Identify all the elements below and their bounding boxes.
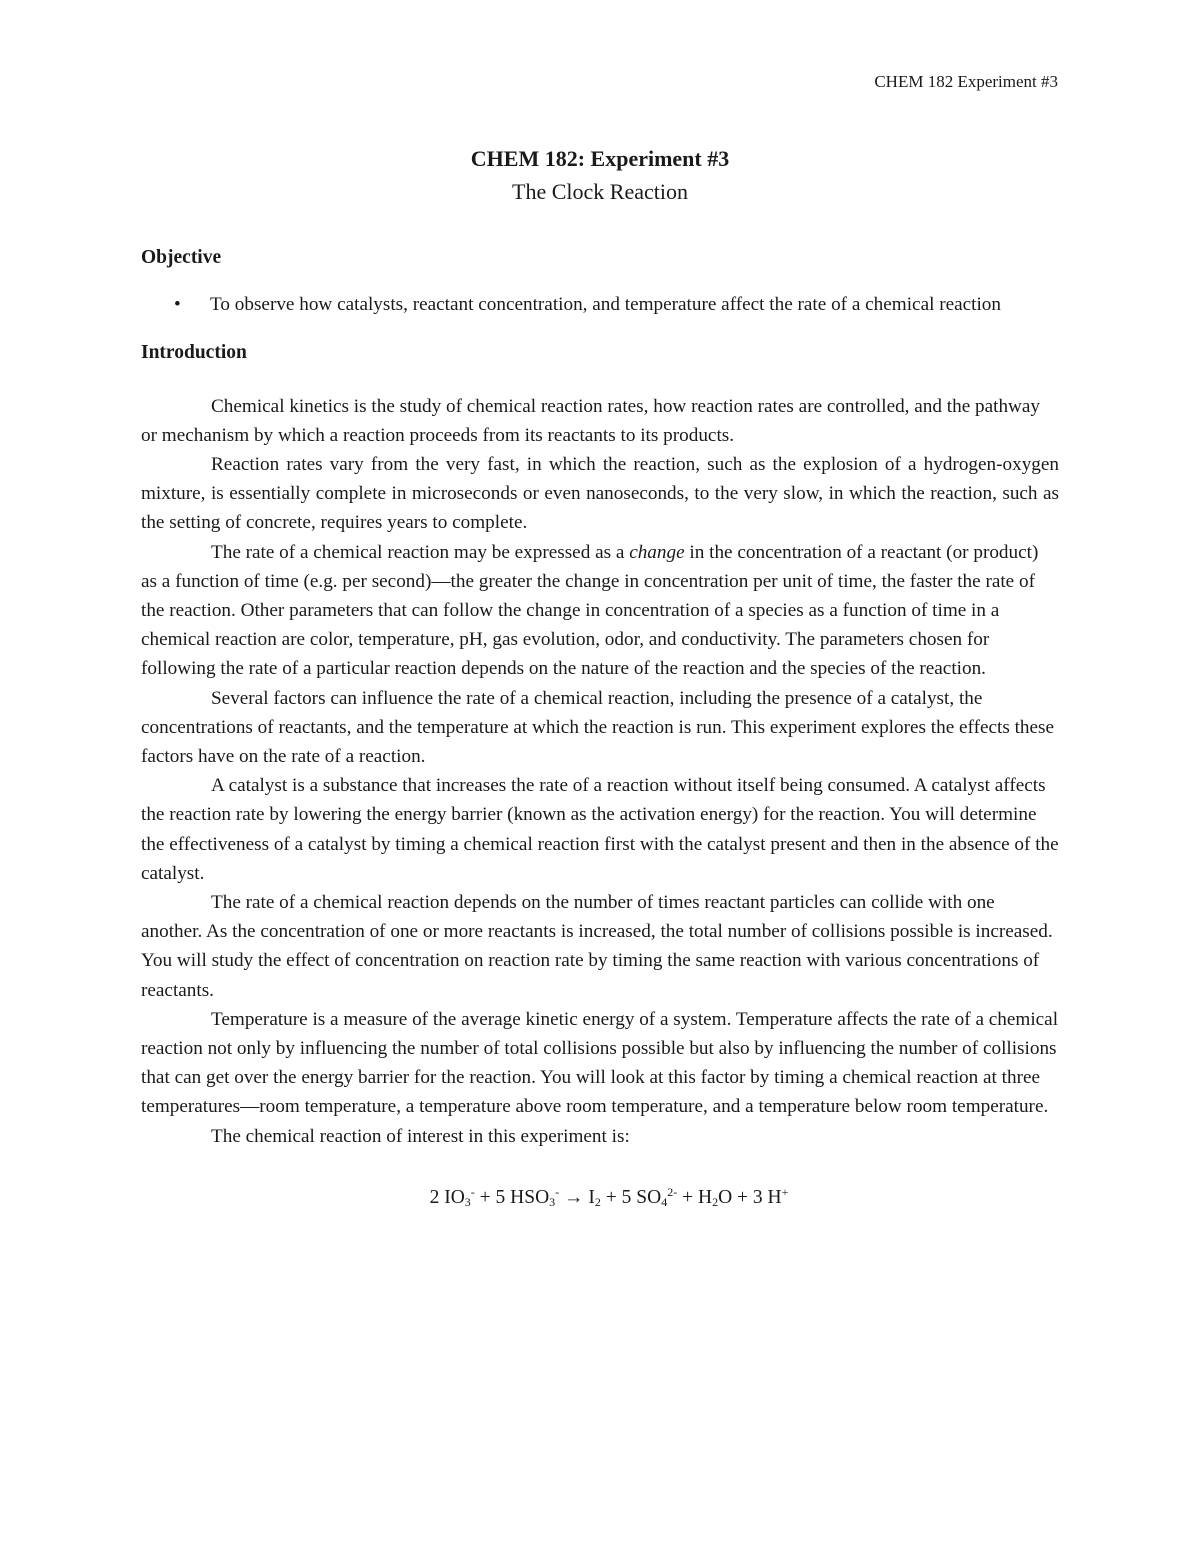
- equation-term: + 5 SO: [600, 1186, 662, 1208]
- equation-term: O + 3 H: [718, 1186, 782, 1208]
- equation-term: → I: [559, 1186, 595, 1208]
- objective-list: [141, 291, 1059, 320]
- intro-paragraph-rate-expression: [141, 538, 1059, 684]
- running-header: CHEM 182 Experiment #3: [874, 72, 1058, 91]
- equation-subscript: 4: [661, 1194, 668, 1209]
- document-body: [141, 243, 1059, 1217]
- equation-subscript: 2: [712, 1194, 719, 1209]
- intro-paragraph-catalyst: A catalyst is a substance that increases the rate of a reaction without itself being consumed. A catalyst affects the reaction rate by lowering the energy barrier (known as the activation energy) for the reaction. You will determine the effectiveness of a catalyst by timing a chemical reaction first with the catalyst present and then in the absence of the catalyst.: [141, 775, 1059, 884]
- document-subtitle: The Clock Reaction: [512, 179, 688, 204]
- equation-superscript: -: [555, 1184, 560, 1199]
- equation-subscript: 3: [549, 1194, 556, 1209]
- objective-heading: Objective: [141, 247, 222, 268]
- equation-term: + 5 HSO: [474, 1186, 550, 1208]
- intro-paragraph-reaction: The chemical reaction of interest in this experiment is:: [211, 1125, 630, 1147]
- intro-paragraph-temperature: Temperature is a measure of the average kinetic energy of a system. Temperature affects the rate of a chemical reaction not only by influencing the number of total collisions possible but also by influencing the number of collisions that can get over the energy barrier for the reaction. You will look at this factor by timing a chemical reaction at three temperatures—room temperature, a temperature above room temperature, and a temperature below room temperature.: [141, 1008, 1059, 1118]
- introduction-heading: Introduction: [141, 341, 247, 363]
- equation-superscript: -: [470, 1184, 475, 1199]
- intro-paragraph-kinetics: Chemical kinetics is the study of chemical reaction rates, how reaction rates are controlled, and the pathway or mechanism by which a reaction proceeds from its reactants to its products.: [141, 395, 1041, 446]
- title-block: [0, 143, 1200, 209]
- intro-paragraph-concentration: The rate of a chemical reaction depends on the number of times reactant particles can collide with one another. As the concentration of one or more reactants is increased, the total number of collisions possible is increased. You will study the effect of concentration on reaction rate by timing the same reaction with various concentrations of reactants.: [141, 891, 1053, 1001]
- intro-paragraph-factors: Several factors can influence the rate of a chemical reaction, including the presence of a catalyst, the concentrations of reactants, and the temperature at which the reaction is run. This experiment explores the effects these factors have on the rate of a reaction.: [141, 687, 1055, 767]
- bullet-icon: •: [174, 294, 181, 315]
- equation-term: + H: [677, 1186, 713, 1208]
- introduction-body: [141, 392, 1059, 1151]
- equation-superscript: 2-: [667, 1184, 678, 1199]
- document-title: CHEM 182: Experiment #3: [470, 146, 730, 171]
- objective-item: [141, 291, 1059, 320]
- intro-paragraph-rates: Reaction rates vary from the very fast, in which the reaction, such as the explosion of a hydrogen-oxygen mixture, is essentially complete in microseconds or even nanoseconds, to the very slow, in which the reaction, such as the setting of concrete, requires years to complete.: [141, 453, 1059, 534]
- chemical-equation: [141, 1177, 1059, 1217]
- rate-text-emphasis: change: [629, 541, 685, 563]
- equation-superscript: +: [781, 1184, 789, 1199]
- rate-text-before: The rate of a chemical reaction may be expressed as a: [211, 541, 630, 563]
- equation-subscript: 2: [594, 1194, 601, 1209]
- equation-subscript: 3: [464, 1194, 471, 1209]
- rate-text-after: in the concentration of a reactant (or product) as a function of time (e.g. per second)—the greater the change in concentration per unit of time, the faster the rate of the reaction. Other parameters that can follow the change in concentration of a species as a function of time in a chemical reaction are color, temperature, pH, gas evolution, odor, and conductivity. The parameters chosen for following the rate of a particular reaction depends on the nature of the reaction and the species of the reaction.: [141, 541, 1039, 680]
- equation-term: 2 IO: [429, 1186, 465, 1208]
- objective-text: To observe how catalysts, reactant concentration, and temperature affect the rate of a chemical reaction: [210, 294, 1001, 315]
